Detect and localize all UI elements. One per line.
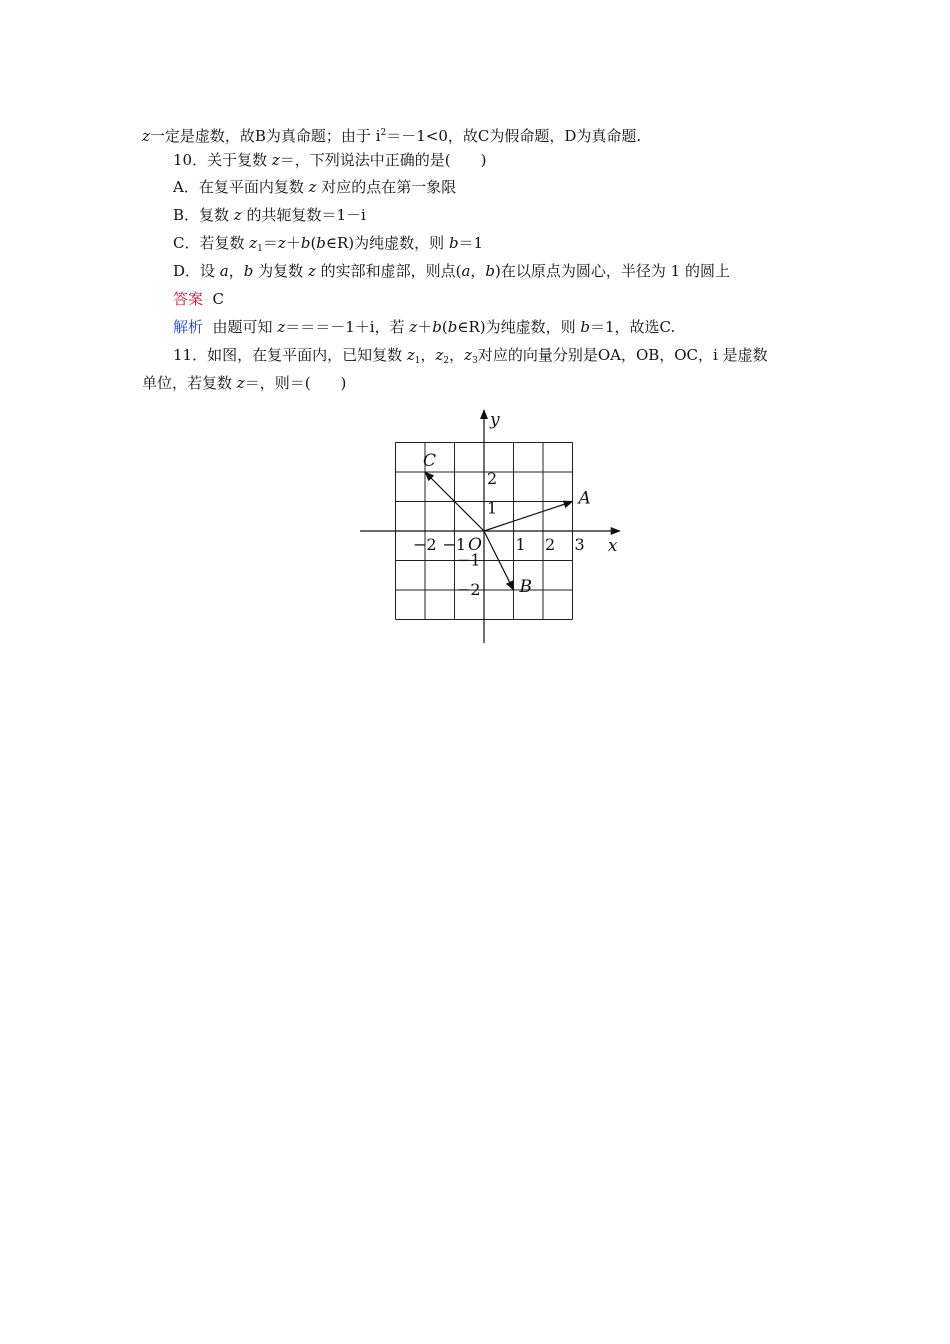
y-tick-label: 1: [487, 498, 498, 518]
text: 10．关于复数: [173, 151, 272, 169]
option-c: [173, 233, 483, 259]
text: 由题可知: [203, 318, 278, 336]
question-11: [173, 345, 768, 371]
text: 的共轭复数＝1－i: [241, 206, 366, 224]
var-z: z: [249, 234, 258, 252]
var-b: b: [580, 318, 590, 336]
text: 一定是虚数，故B为真命题；由于 i: [149, 127, 381, 145]
option-a: [173, 177, 456, 197]
superscript: 2: [380, 128, 387, 138]
text: ，: [470, 262, 486, 280]
var-a: a: [219, 262, 229, 280]
var-z: z: [464, 346, 473, 364]
text: 对应的点在第一象限: [316, 178, 457, 196]
analysis-line: [173, 317, 675, 337]
origin-label: O: [468, 535, 482, 555]
var-z: z: [142, 127, 150, 145]
figure-background: [352, 400, 632, 652]
text: ，: [228, 262, 244, 280]
text: ＝1，故选C.: [590, 318, 676, 336]
text: (: [441, 318, 448, 336]
text: ∈R)为纯虚数，则: [457, 318, 581, 336]
var-z: z: [233, 206, 242, 224]
var-z: z: [308, 178, 317, 196]
text: ，: [449, 346, 465, 364]
text: )在以原点为圆心，半径为 1 的圆上: [495, 262, 730, 280]
text: ＝，下列说法中正确的是( ): [279, 151, 487, 169]
text: D．设: [173, 262, 220, 280]
text: ∈R)为纯虚数，则: [325, 234, 449, 252]
analysis-label: 解析: [173, 318, 204, 336]
y-tick-label: −2: [457, 580, 481, 599]
x-tick-label: 2: [545, 535, 556, 554]
text: A．在复平面内复数: [173, 178, 309, 196]
var-z: z: [307, 262, 316, 280]
text: ＝: [262, 234, 278, 252]
var-z: z: [406, 346, 415, 364]
text: ＝－1<0，故C为假命题，D为真命题.: [386, 127, 642, 145]
text: 为复数: [253, 262, 308, 280]
subscript: 2: [443, 356, 450, 366]
answer-label: 答案: [173, 290, 204, 308]
text: C．若复数: [173, 234, 250, 252]
x-tick-label: −1: [442, 535, 467, 554]
var-z: z: [409, 318, 418, 336]
x-axis-label: x: [607, 536, 618, 556]
var-b: b: [447, 318, 458, 336]
text: ，: [420, 346, 436, 364]
question-11-line-2: [142, 373, 346, 393]
text: 单位，若复数: [142, 374, 237, 392]
text: ＝＝＝－1＋i，若: [285, 318, 410, 336]
var-a: a: [461, 262, 471, 280]
y-tick-label: −1: [457, 550, 481, 570]
x-tick-label: 3: [574, 535, 585, 554]
x-tick-label: 1: [515, 535, 526, 554]
var-b: b: [448, 234, 459, 252]
var-z: z: [277, 234, 286, 252]
answer-line: [173, 289, 224, 309]
text: (: [310, 234, 317, 252]
option-b: [173, 205, 366, 225]
var-b: b: [300, 234, 311, 252]
subscript: 1: [414, 356, 421, 366]
text: ＝1: [458, 234, 484, 252]
subscript: 3: [472, 356, 478, 366]
text: ＋: [417, 318, 433, 336]
complex-plane-figure: [352, 400, 632, 652]
y-tick-label: 2: [487, 469, 498, 488]
text: B．复数: [173, 206, 234, 224]
y-axis-label: y: [490, 409, 500, 430]
question-10: [173, 150, 486, 170]
text: 对应的向量分别是OA，OB，OC，i 是虚数: [477, 346, 768, 364]
text: ＋: [285, 234, 301, 252]
var-b: b: [243, 262, 254, 280]
answer-value: C: [203, 290, 225, 308]
point-label-a: A: [578, 488, 591, 509]
subscript: 1: [257, 244, 263, 254]
text: 11．如图，在复平面内，已知复数: [173, 346, 407, 364]
var-b: b: [316, 234, 326, 252]
text: 的实部和虚部，则点(: [315, 262, 462, 280]
var-z: z: [236, 374, 245, 392]
x-tick-label: −2: [413, 535, 437, 554]
point-label-c: C: [423, 451, 437, 471]
var-z: z: [277, 318, 286, 336]
text-line-1: [142, 123, 641, 146]
var-z: z: [435, 346, 444, 364]
text: ＝，则＝( ): [244, 374, 347, 392]
var-b: b: [485, 262, 496, 280]
option-d: [173, 261, 730, 281]
var-z: z: [271, 151, 280, 169]
point-label-b: B: [519, 577, 532, 597]
var-b: b: [432, 318, 442, 336]
